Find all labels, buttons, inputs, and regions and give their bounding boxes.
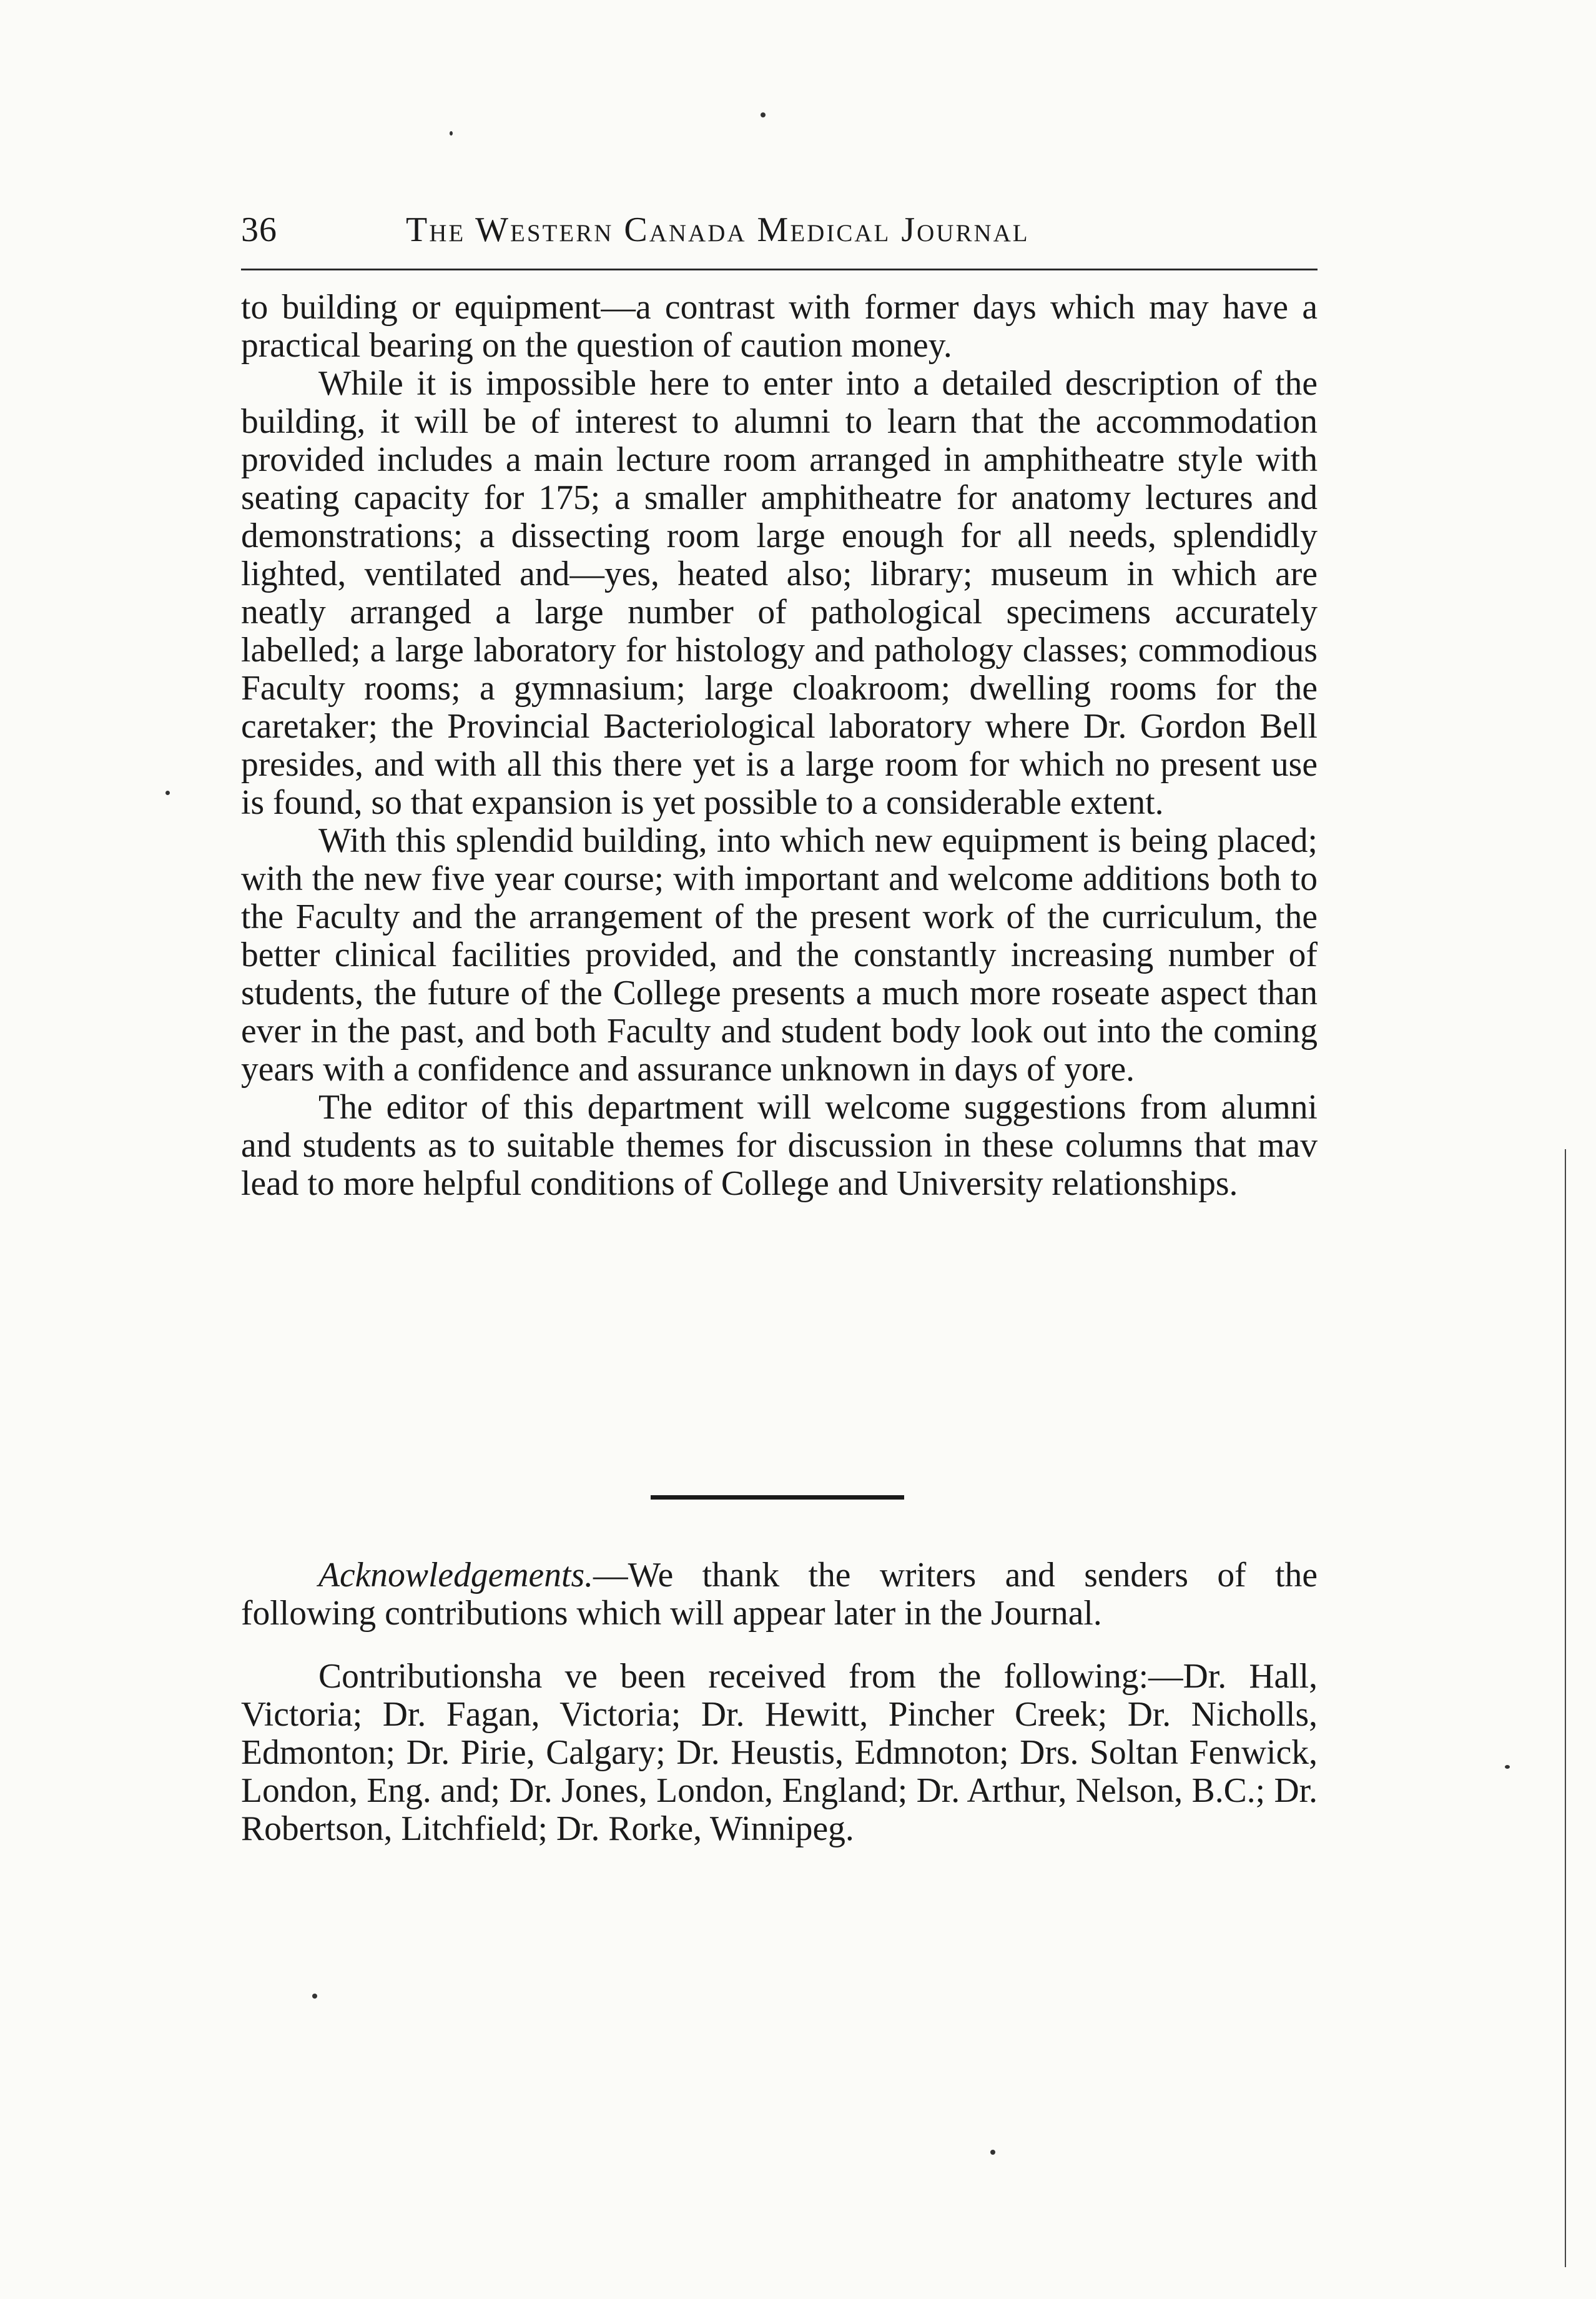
acknowledgements-text: —We thank the writers and senders of the following contributions which will appear later in the Journal.	[241, 1556, 1318, 1633]
scan-speck	[761, 112, 766, 117]
page-number: 36	[241, 210, 277, 249]
running-header	[241, 205, 1318, 255]
header-rule	[241, 269, 1318, 270]
acknowledgements-paragraph	[241, 1556, 1318, 1633]
paragraph-college-future: With this splendid building, into which new equipment is being placed; with the new five year course; with important and welcome additions both to the Faculty and the arrangement of the present work of the curriculum, the better clinical facilities provided, and the constantly increasing number of students, the future of the College presents a much more roseate aspect than ever in the past, and both Faculty and student body look out into the coming years with a confidence and assurance unknown in days of yore.	[241, 821, 1318, 1089]
contributors-paragraph: Contributionsha ve been received from the following:—Dr. Hall, Victoria; Dr. Fagan, Victoria; Dr. Hewitt, Pincher Creek; Dr. Nicholls, Edmonton; Dr. Pirie, Calgary; Dr. Heustis, Edmnoton; Drs. Soltan Fenwick, London, Eng. and; Dr. Jones, London, England; Dr. Arthur, Nelson, B.C.; Dr. Robertson, Litchfield; Dr. Rorke, Winnipeg.	[241, 1657, 1318, 1848]
article-body	[241, 289, 1318, 1203]
scan-speck	[1505, 1765, 1510, 1769]
scan-speck	[990, 2150, 995, 2155]
scan-margin-line	[1565, 1149, 1566, 2267]
acknowledgements-label: Acknowledgements.	[318, 1556, 593, 1594]
paragraph-continuation: to building or equipment—a contrast with former days which may have a practical bearing on the question of caution money.	[241, 288, 1318, 365]
scan-speck	[165, 791, 170, 795]
acknowledgements-section	[241, 1556, 1318, 1848]
section-divider	[651, 1495, 904, 1500]
journal-title: The Western Canada Medical Journal	[406, 210, 1030, 249]
paragraph-editor-note: The editor of this department will welcome suggestions from alumni and students as to suitable themes for discussion in these columns that mav lead to more helpful conditions of College and University relationships.	[241, 1088, 1318, 1203]
scan-speck	[450, 131, 453, 136]
paragraph-building-description: While it is impossible here to enter into a detailed description of the building, it will be of interest to alumni to learn that the accommodation provided includes a main lecture room arranged in amphitheatre style with seating capacity for 175; a smaller amphitheatre for anatomy lectures and demonstrations; a dissecting room large enough for all needs, splendidly lighted, ventilated and—yes, heated also; library; museum in which are neatly arranged a large number of pathological specimens accurately labelled; a large laboratory for histology and pathology classes; commodious Faculty rooms; a gymnasium; large cloakroom; dwelling rooms for the caretaker; the Provincial Bacteriological laboratory where Dr. Gordon Bell presides, and with all this there yet is a large room for which no present use is found, so that expansion is yet possible to a considerable extent.	[241, 364, 1318, 822]
scan-speck	[312, 1994, 317, 1999]
